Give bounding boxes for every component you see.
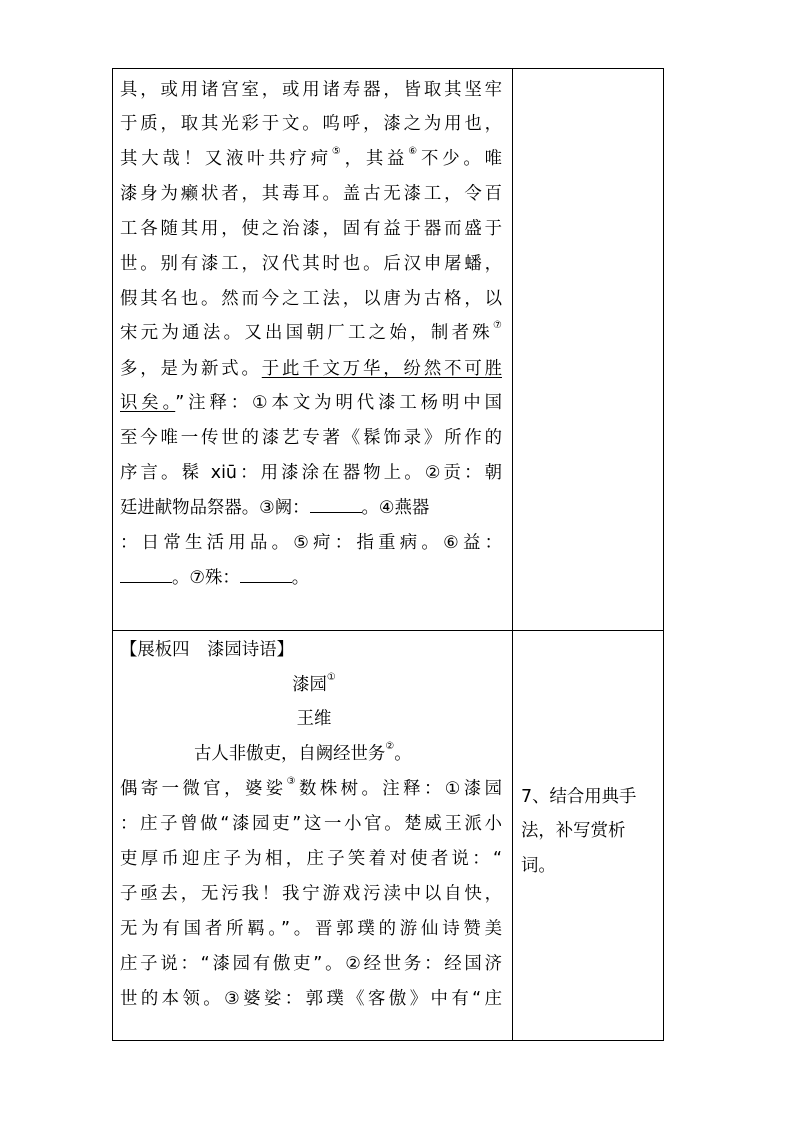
poem-note-line: 世的本领。③婆娑：郭璞《客傲》中有“庄 (120, 989, 502, 1009)
poem-note-line: 庄子说：“漆园有傲吏”。②经世务：经国济 (120, 954, 502, 974)
answer-blank[interactable] (310, 498, 362, 513)
passage-line: 宋元为通法。又出国朝厂工之始，制者殊⑦ (120, 320, 502, 343)
content-table (112, 68, 664, 1041)
poem-title: 漆园① (292, 672, 336, 695)
passage-line: 识矣。”注释：①本文为明代漆工杨明中国 (120, 393, 502, 413)
passage-line: 多，是为新式。于此千文万华，纷然不可胜 (120, 359, 502, 379)
poem-note-line: 无为有国者所羁。”。晋郭璞的游仙诗赞美 (120, 919, 502, 939)
passage-line: 工各随其用，使之治漆，固有益于器而盛于 (120, 219, 502, 239)
passage-line: 具，或用诸宫室，或用诸寿器，皆取其坚牢 (120, 80, 502, 100)
row-divider (113, 630, 663, 631)
answer-blank[interactable] (120, 568, 172, 583)
poem-note-line: ：庄子曾做“漆园吏”这一小官。楚威王派小 (120, 814, 502, 834)
poem-note-line: 偶寄一微官，婆娑③数株树。注释：①漆园 (120, 776, 502, 799)
poem-author: 王维 (296, 709, 332, 729)
passage-line: 廷进献物品祭器。③阙： 。④燕器 (120, 498, 430, 518)
passage-line: 其大哉！又液叶共疗疴⑤，其益⑥不少。唯 (120, 146, 502, 169)
poem-line: 古人非傲吏，自阙经世务②。 (194, 741, 412, 764)
passage-line: 世。别有漆工，汉代其时也。后汉申屠蟠， (120, 254, 502, 274)
poem-note-line: 子亟去，无污我！我宁游戏污渎中以自快， (120, 884, 502, 904)
poem-note-line: 吏厚币迎庄子为相，庄子笑着对使者说：“ (120, 849, 502, 869)
passage-line: ：日常生活用品。⑤疴：指重病。⑥益： (120, 533, 502, 553)
passage-line: 至今唯一传世的漆艺专著《髹饰录》所作的 (120, 428, 502, 448)
passage-line: 假其名也。然而今之工法，以唐为古格，以 (120, 289, 502, 309)
column-divider (512, 69, 513, 1040)
question-line: 法，补写赏析 (521, 821, 626, 841)
passage-line: 于质，取其光彩于文。呜呼，漆之为用也， (120, 114, 502, 134)
section-heading: 【展板四 漆园诗语】 (120, 640, 294, 660)
passage-line: 序言。髹 xiū：用漆涂在器物上。②贡：朝 (120, 463, 502, 483)
passage-line: 漆身为癞状者，其毒耳。盖古无漆工，令百 (120, 184, 502, 204)
answer-blank[interactable] (240, 568, 292, 583)
question-line: 词。 (521, 856, 556, 876)
passage-line: 。⑦殊： 。 (120, 568, 309, 588)
question-line: 7、结合用典手 (521, 787, 637, 807)
